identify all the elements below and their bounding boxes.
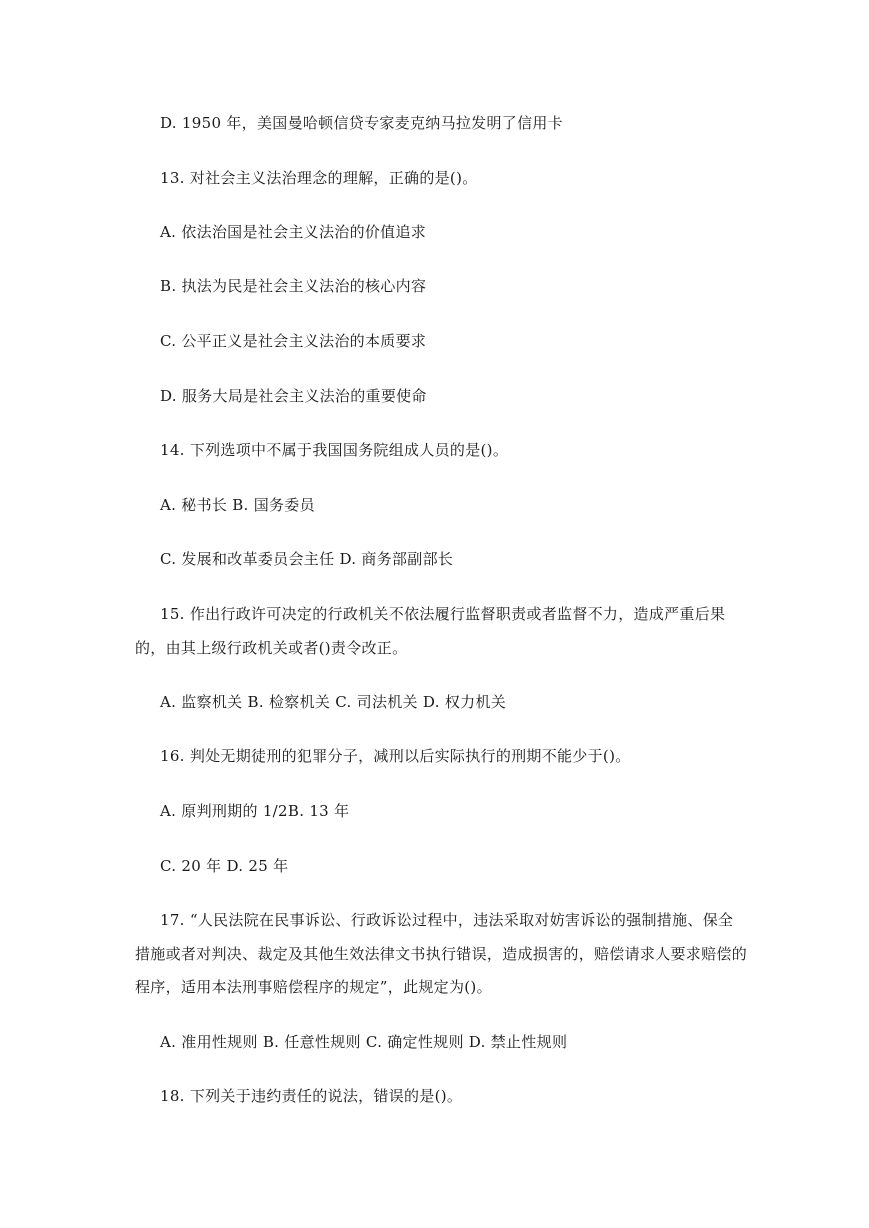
question-14: 14. 下列选项中不属于我国国务院组成人员的是()。 bbox=[160, 441, 509, 459]
option-d-q13: D. 服务大局是社会主义法治的重要使命 bbox=[160, 387, 427, 405]
options-cd-q14: C. 发展和改革委员会主任 D. 商务部副部长 bbox=[160, 550, 454, 568]
options-ab-q14: A. 秘书长 B. 国务委员 bbox=[160, 496, 315, 514]
question-15-line-2: 的，由其上级行政机关或者()责令改正。 bbox=[135, 639, 408, 657]
option-c-q13: C. 公平正义是社会主义法治的本质要求 bbox=[160, 332, 427, 350]
question-17-line-2: 措施或者对判决、裁定及其他生效法律文书执行错误，造成损害的，赔偿请求人要求赔偿的 bbox=[135, 945, 748, 963]
question-15-line-1: 15. 作出行政许可决定的行政机关不依法履行监督职责或者监督不力，造成严重后果 bbox=[160, 605, 726, 623]
question-17-line-3: 程序，适用本法刑事赔偿程序的规定”，此规定为()。 bbox=[135, 978, 492, 996]
question-17-line-1: 17. “人民法院在民事诉讼、行政诉讼过程中，违法采取对妨害诉讼的强制措施、保全 bbox=[160, 911, 734, 929]
question-18: 18. 下列关于违约责任的说法，错误的是()。 bbox=[160, 1087, 463, 1105]
options-q15: A. 监察机关 B. 检察机关 C. 司法机关 D. 权力机关 bbox=[160, 693, 507, 711]
options-ab-q16: A. 原判刑期的 1/2B. 13 年 bbox=[160, 802, 350, 820]
option-d-q12: D. 1950 年，美国曼哈顿信贷专家麦克纳马拉发明了信用卡 bbox=[160, 114, 563, 132]
options-q17: A. 准用性规则 B. 任意性规则 C. 确定性规则 D. 禁止性规则 bbox=[160, 1033, 568, 1051]
question-13: 13. 对社会主义法治理念的理解，正确的是()。 bbox=[160, 169, 478, 187]
question-16: 16. 判处无期徒刑的犯罪分子，减刑以后实际执行的刑期不能少于()。 bbox=[160, 747, 631, 765]
options-cd-q16: C. 20 年 D. 25 年 bbox=[160, 857, 289, 875]
option-a-q13: A. 依法治国是社会主义法治的价值追求 bbox=[160, 223, 427, 241]
option-b-q13: B. 执法为民是社会主义法治的核心内容 bbox=[160, 277, 427, 295]
